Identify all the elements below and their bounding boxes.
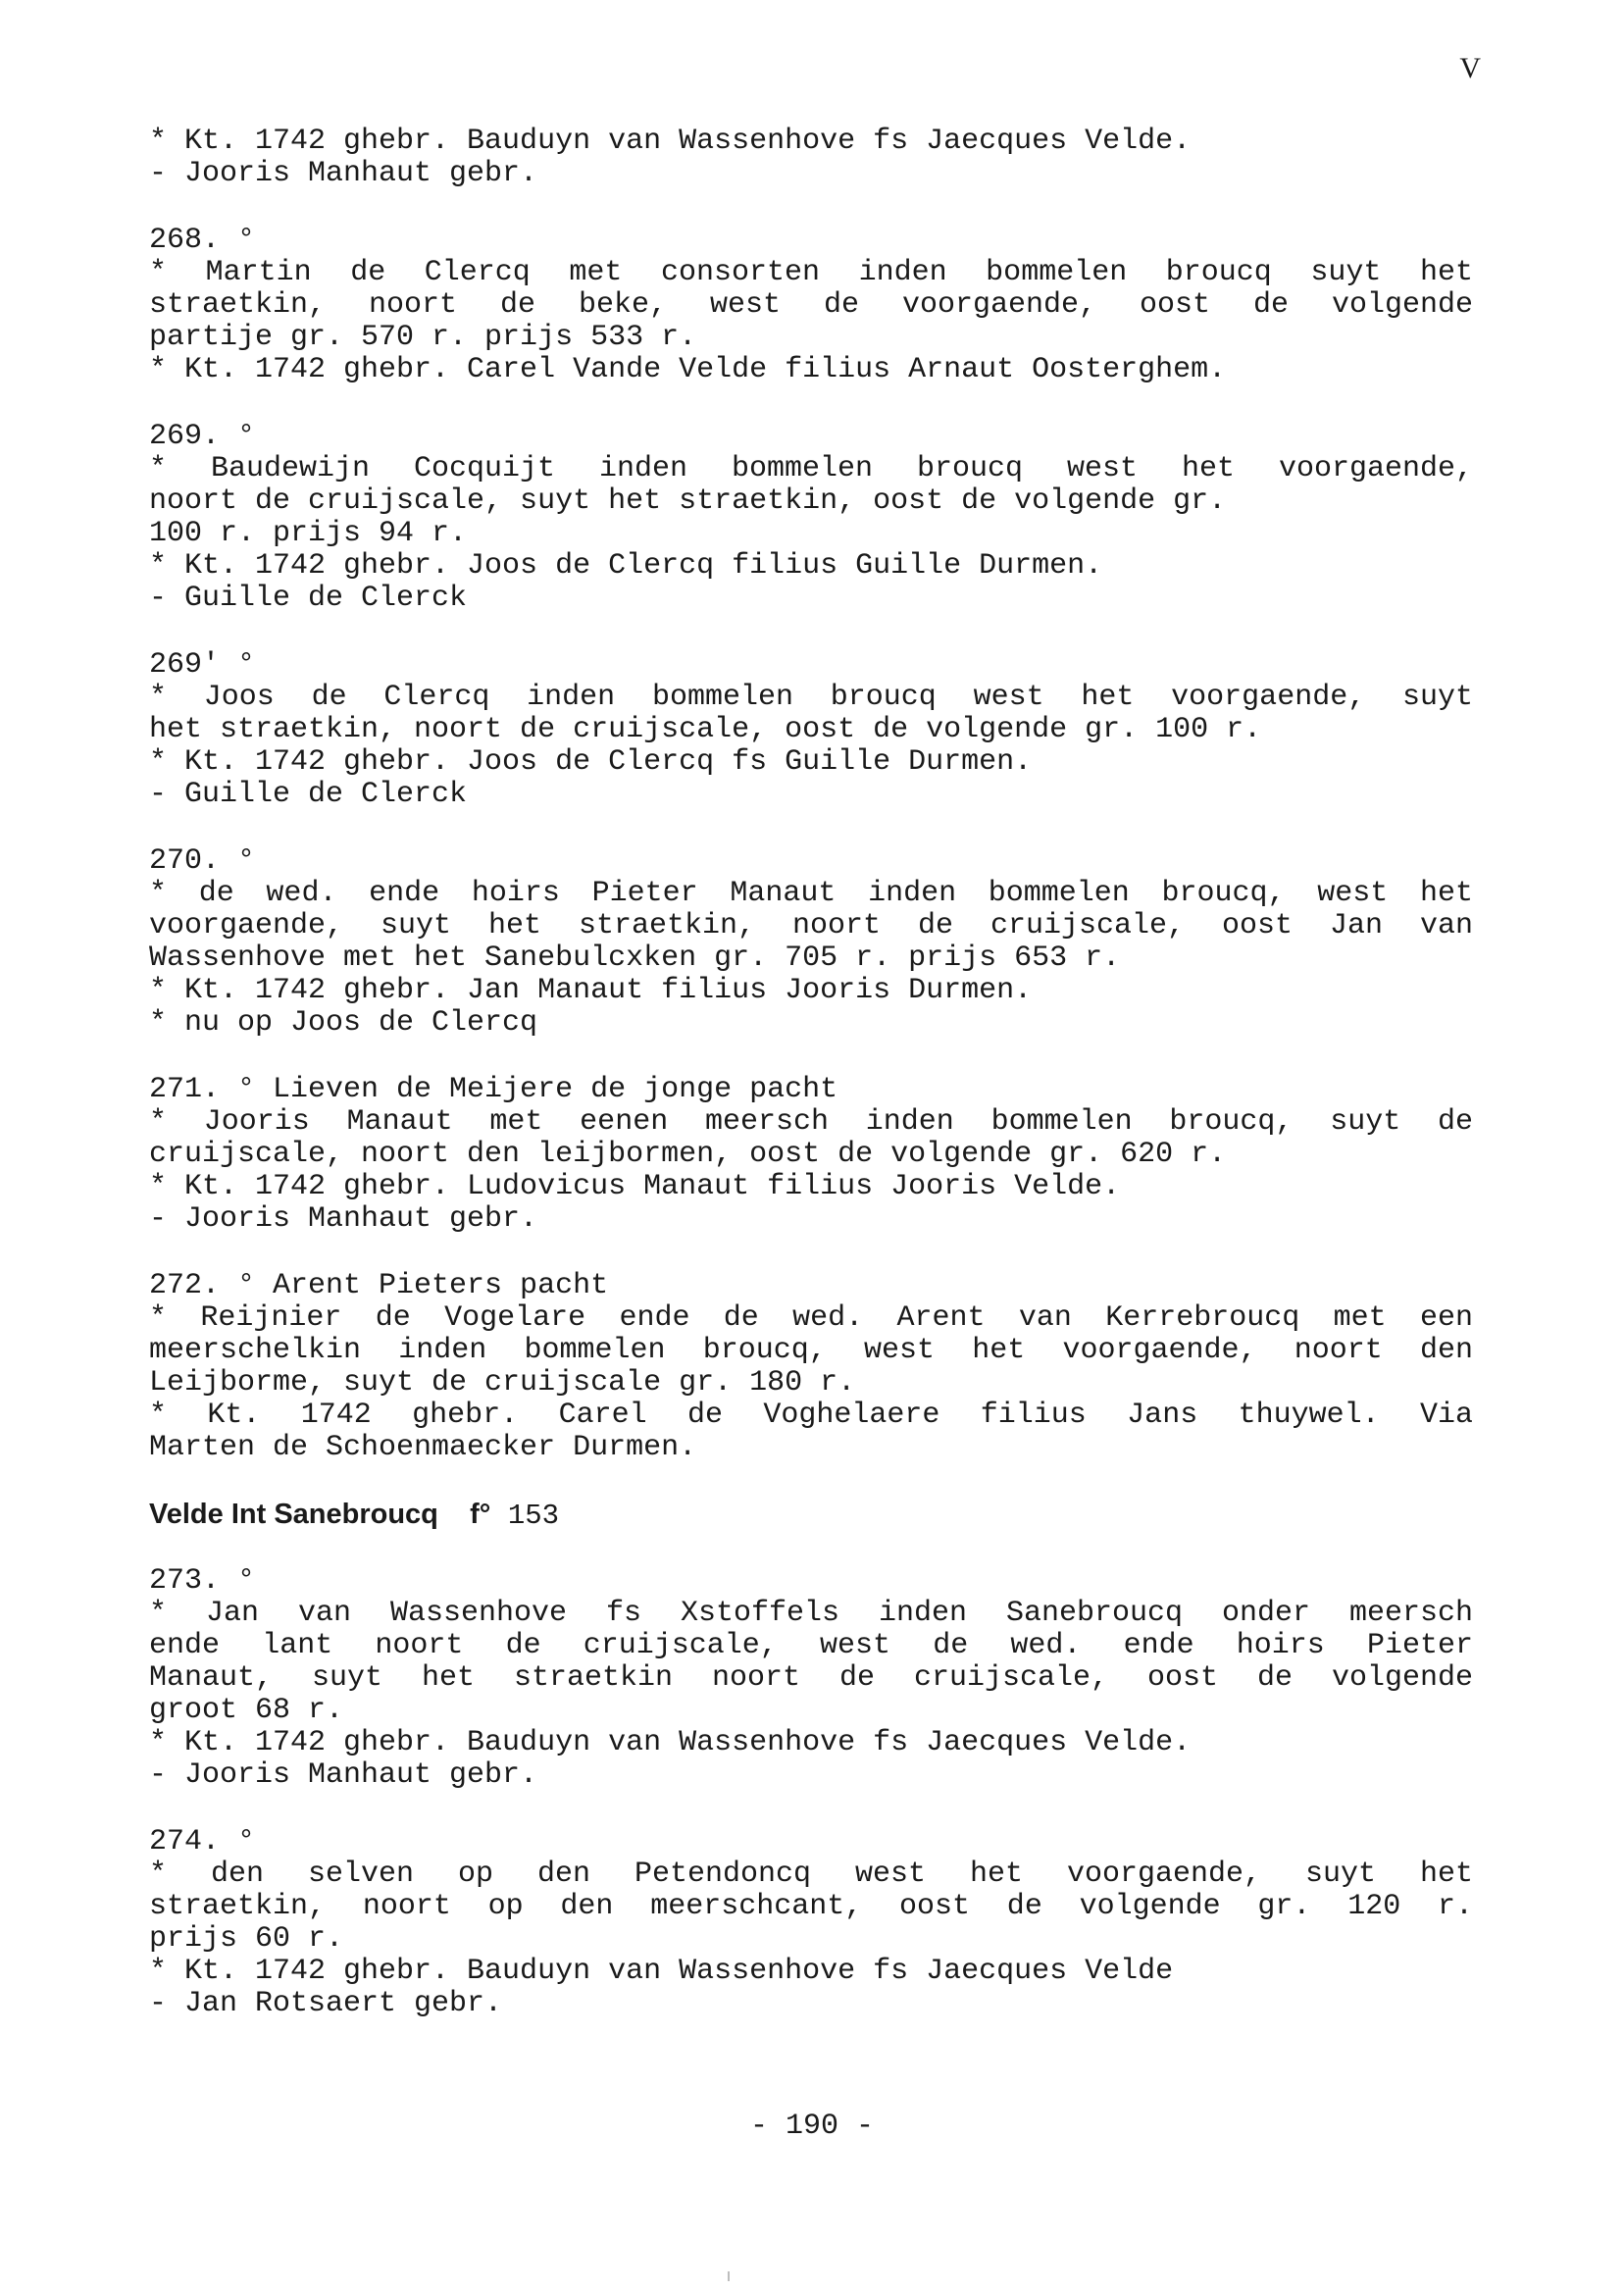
spacer [149, 615, 1473, 649]
entry-block [149, 845, 1473, 1040]
entry-line: - Guille de Clerck [149, 582, 468, 615]
entry-line: het straetkin, noort de cruijscale, oost de volgende gr. 100 r. [149, 713, 1262, 746]
entry-line: cruijscale, noort den leijbormen, oost de volgende gr. 620 r. [149, 1138, 1227, 1171]
entry-line: - Guille de Clerck [149, 778, 468, 811]
entry-line: * Kt. 1742 ghebr. Carel de Voghelaere filius Jans thuywel. Via [149, 1399, 1473, 1432]
entry-line: * Reijnier de Vogelare ende de wed. Arent van Kerrebroucq met een [149, 1301, 1473, 1335]
section-heading [149, 1499, 1473, 1531]
entry-line: * Jooris Manaut met eenen meersch inden bommelen broucq, suyt de [149, 1105, 1473, 1139]
entry-line: 273. ° [149, 1564, 256, 1598]
spacer [149, 1040, 1473, 1074]
entry-line: voorgaende, suyt het straetkin, noort de cruijscale, oost Jan van [149, 909, 1473, 942]
entries-bottom [149, 1565, 1473, 2020]
entry-line: Leijborme, suyt de cruijscale gr. 180 r. [149, 1366, 856, 1400]
entry-line: * Kt. 1742 ghebr. Joos de Clercq fs Guille Durmen. [149, 745, 1033, 779]
spacer [149, 811, 1473, 845]
spacer [149, 1236, 1473, 1270]
heading-space [438, 1499, 470, 1530]
corner-mark: V [1459, 52, 1481, 84]
entries-top [149, 126, 1473, 1464]
entry-block [149, 421, 1473, 615]
entry-line: - Jan Rotsaert gebr. [149, 1987, 503, 2020]
page-number: - 190 - [749, 2110, 875, 2143]
spacer [149, 1792, 1473, 1826]
entry-block [149, 649, 1473, 811]
entry-line: noort de cruijscale, suyt het straetkin, oost de volgende gr. [149, 484, 1227, 518]
folio-prefix: f° [470, 1499, 491, 1530]
entry-line: * Kt. 1742 ghebr. Bauduyn van Wassenhove fs Jaecques Velde [149, 1955, 1174, 1988]
entry-line: 100 r. prijs 94 r. [149, 517, 468, 550]
entry-line: * Kt. 1742 ghebr. Bauduyn van Wassenhove fs Jaecques Velde. [149, 125, 1192, 158]
entry-block [149, 1826, 1473, 2020]
spacer [149, 190, 1473, 225]
entry-line: * Kt. 1742 ghebr. Joos de Clercq filius Guille Durmen. [149, 549, 1103, 583]
heading-space [490, 1500, 507, 1532]
section-title: Velde Int Sanebroucq [149, 1499, 438, 1530]
entry-line: * Jan van Wassenhove fs Xstoffels inden Sanebroucq onder meersch [149, 1597, 1473, 1630]
entry-line: * de wed. ende hoirs Pieter Manaut inden bommelen broucq, west het [149, 877, 1473, 910]
folio-number: 153 [507, 1500, 560, 1532]
entry-block [149, 225, 1473, 386]
entry-line: * Kt. 1742 ghebr. Carel Vande Velde filius Arnaut Oosterghem. [149, 353, 1227, 386]
entry-block [149, 1565, 1473, 1792]
entry-line: - Jooris Manhaut gebr. [149, 157, 538, 190]
scan-speck [728, 2271, 730, 2281]
entry-line: 269' ° [149, 648, 256, 682]
entry-line: 271. ° Lieven de Meijere de jonge pacht [149, 1073, 838, 1106]
entry-line: * Kt. 1742 ghebr. Ludovicus Manaut filius Jooris Velde. [149, 1170, 1121, 1203]
entry-line: * nu op Joos de Clercq [149, 1006, 538, 1040]
entry-line: * Kt. 1742 ghebr. Jan Manaut filius Jooris Durmen. [149, 974, 1033, 1007]
entry-line: straetkin, noort de beke, west de voorgaende, oost de volgende [149, 288, 1473, 322]
entry-block [149, 1270, 1473, 1464]
spacer [149, 1464, 1473, 1499]
entry-line: - Jooris Manhaut gebr. [149, 1202, 538, 1236]
entry-line: Marten de Schoenmaecker Durmen. [149, 1431, 697, 1464]
entry-line: meerschelkin inden bommelen broucq, west het voorgaende, noort den [149, 1334, 1473, 1367]
entry-line: * Martin de Clercq met consorten inden bommelen broucq suyt het [149, 256, 1473, 289]
entry-line: * Kt. 1742 ghebr. Bauduyn van Wassenhove fs Jaecques Velde. [149, 1726, 1192, 1759]
entry-block [149, 126, 1473, 190]
entry-line: Wassenhove met het Sanebulcxken gr. 705 r. prijs 653 r. [149, 942, 1121, 975]
entry-line: 274. ° [149, 1825, 256, 1858]
entry-line: - Jooris Manhaut gebr. [149, 1758, 538, 1792]
entry-line: 269. ° [149, 420, 256, 453]
spacer [149, 386, 1473, 421]
entry-line: * Joos de Clercq inden bommelen broucq west het voorgaende, suyt [149, 681, 1473, 714]
entry-line: 272. ° Arent Pieters pacht [149, 1269, 609, 1302]
entry-line: Manaut, suyt het straetkin noort de cruijscale, oost de volgende [149, 1661, 1473, 1695]
entry-line: partije gr. 570 r. prijs 533 r. [149, 321, 697, 354]
entry-line: 270. ° [149, 844, 256, 878]
spacer [149, 1531, 1473, 1565]
entry-line: prijs 60 r. [149, 1922, 344, 1956]
entry-line: groot 68 r. [149, 1694, 344, 1727]
entry-line: * den selven op den Petendoncq west het voorgaende, suyt het [149, 1858, 1473, 1891]
entry-line: straetkin, noort op den meerschcant, oost de volgende gr. 120 r. [149, 1890, 1473, 1923]
entry-line: * Baudewijn Cocquijt inden bommelen broucq west het voorgaende, [149, 452, 1473, 485]
entry-line: 268. ° [149, 224, 256, 257]
text-column [149, 126, 1473, 2020]
entry-line: ende lant noort de cruijscale, west de wed. ende hoirs Pieter [149, 1629, 1473, 1662]
entry-block [149, 1074, 1473, 1236]
